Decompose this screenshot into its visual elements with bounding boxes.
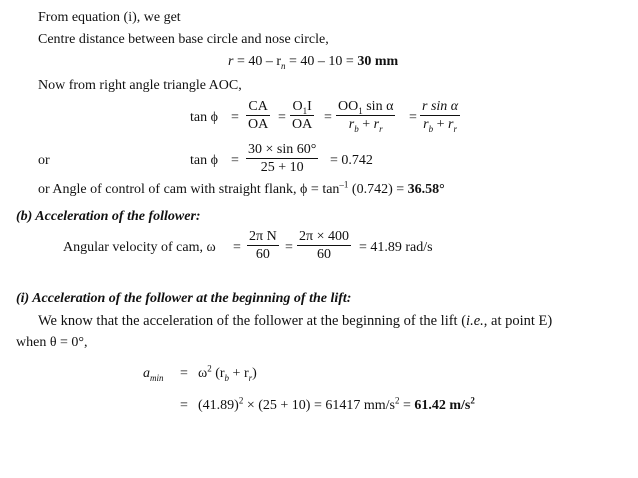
- tan-eq-4: =: [409, 110, 417, 125]
- amin-formula: $\omega^2$ $(r_b + r_r)$: [198, 363, 257, 383]
- or-label-1: or: [38, 153, 50, 168]
- section-b-heading: (b) Acceleration of the follower:: [16, 209, 201, 224]
- intro-text: From equation (i), we get: [38, 10, 181, 25]
- tan-eq-5: =: [231, 153, 239, 168]
- angular-eq-1: =: [233, 240, 241, 255]
- eq-mid: = 40 – 10 =: [289, 54, 354, 69]
- angular-velocity-label: Angular velocity of cam, ω: [63, 240, 216, 255]
- eq-symbol-r: r: [228, 54, 234, 69]
- fraction-o1i-num: $O_1I$: [292, 99, 312, 116]
- amin-eq-1: =: [180, 366, 188, 381]
- eq-result: 30 mm: [357, 54, 399, 69]
- fraction-2pi400-60: [297, 230, 351, 262]
- fraction-oo1-num: $OO_1$ sin α: [338, 99, 394, 116]
- fraction-oa-den-2: OA: [292, 117, 313, 132]
- fraction-2pi400-num: 2π × 400: [299, 229, 349, 244]
- centre-distance-equation: [228, 55, 398, 69]
- eq-rhs: = 40 – r: [236, 54, 282, 69]
- amin-result: 61.42 $m/s^2$: [414, 395, 475, 413]
- paragraph-line-1: We know that the acceleration of the follower at the beginning of the lift (i.e., at point E): [38, 313, 553, 329]
- tan-eq-1: =: [231, 110, 239, 125]
- angular-velocity-result: = 41.89 rad/s: [359, 240, 433, 255]
- fraction-rsin-rbrr: [420, 100, 460, 132]
- tan-phi-label-1: tan ϕ: [190, 110, 218, 125]
- fraction-rbrr-den-2: $r_b + r_r$: [423, 117, 457, 134]
- amin-eq-2: =: [180, 398, 188, 413]
- tan-phi-label-2: tan ϕ: [190, 153, 218, 168]
- fraction-ca-oa: [246, 100, 270, 132]
- fraction-60-den: 60: [255, 247, 270, 262]
- amin-calculation: $(41.89)^2 \times (25 + 10) = 61417$ $mm/s^2 = 61.42$ $m/s^2$: [198, 395, 475, 413]
- centre-distance-text: Centre distance between base circle and nose circle,: [38, 32, 329, 47]
- fraction-2pin-60: [247, 230, 279, 262]
- angle-of-control-line: or Angle of control of cam with straight flank, $\phi = \tan^{-1} (0.742) = 36.58^\circ$: [38, 179, 445, 197]
- fraction-rbrr-den: $r_b + r_r$: [348, 117, 383, 134]
- fraction-oo1sin-rbrr: [336, 100, 395, 132]
- fraction-30sin60: [246, 143, 318, 175]
- angle-result: 36.58°: [407, 182, 445, 197]
- tan-eq-2: =: [278, 110, 286, 125]
- triangle-text: Now from right angle triangle AOC,: [38, 78, 242, 93]
- fraction-30sin60-num: 30 × sin 60°: [248, 142, 317, 157]
- tan-eq-3: =: [324, 110, 332, 125]
- paragraph-line-2: when θ = 0°,: [16, 335, 88, 350]
- fraction-2pin-num: 2π N: [249, 229, 277, 244]
- fraction-oa-den: OA: [248, 117, 269, 132]
- fraction-o1i-oa: [290, 100, 314, 132]
- fraction-60-den-2: 60: [316, 247, 331, 262]
- amin-label: $a_{min}$: [143, 366, 164, 383]
- eq-sub-n: n: [281, 60, 286, 71]
- fraction-25plus10-den: 25 + 10: [260, 160, 304, 175]
- fraction-rsin-num: r sin α: [422, 99, 459, 114]
- fraction-ca-num: CA: [248, 99, 268, 114]
- section-i-heading: (i) Acceleration of the follower at the beginning of the lift:: [16, 291, 352, 306]
- tan-result: = 0.742: [330, 153, 373, 168]
- angular-eq-2: =: [285, 240, 293, 255]
